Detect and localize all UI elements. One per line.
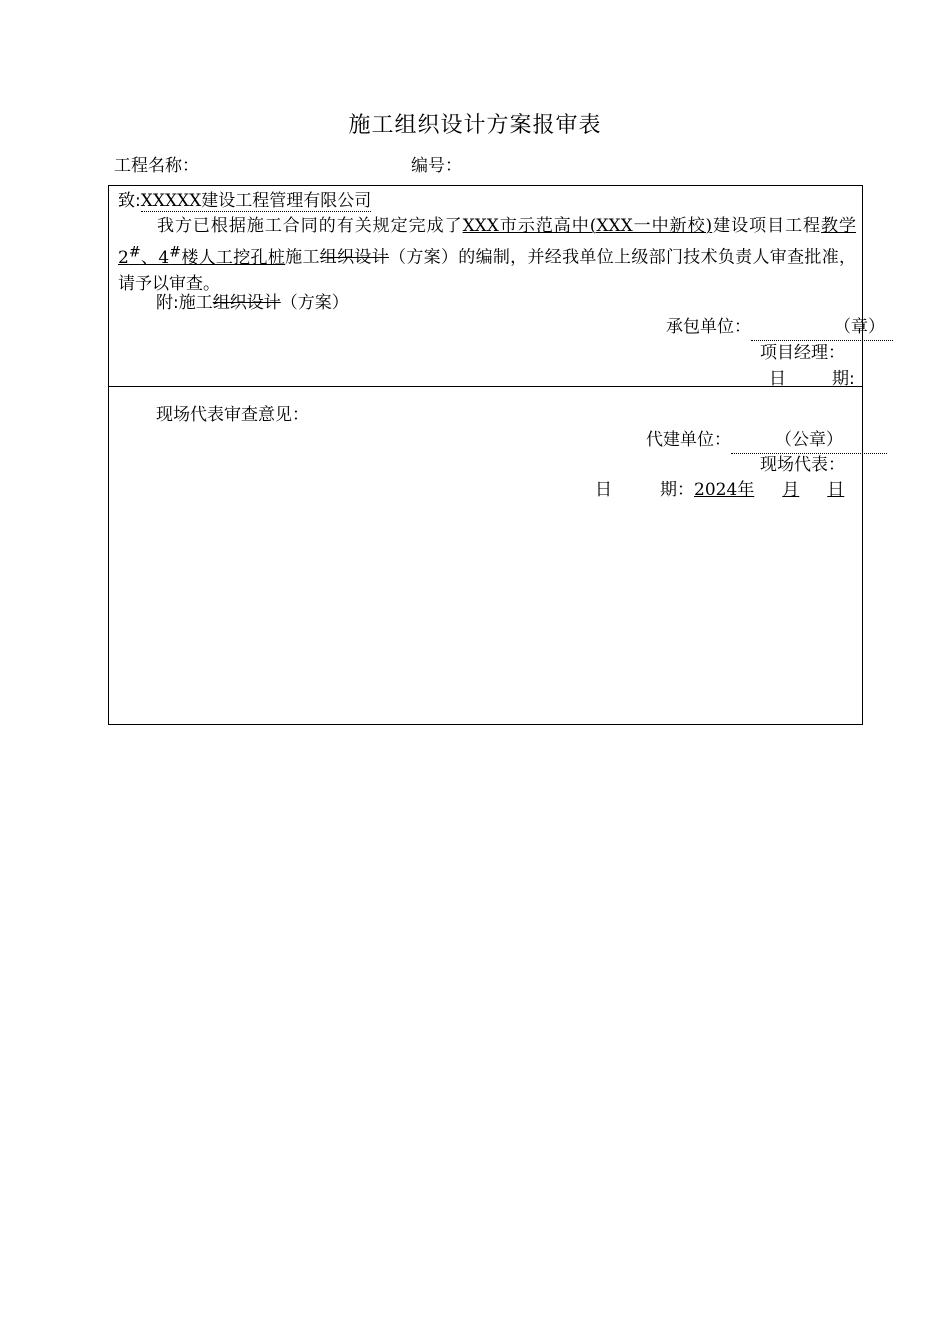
project-manager-row [760,340,845,366]
attach-struck: 组织设计 [212,293,281,313]
agent-label: 代建单位： [646,430,731,450]
date-row-2 [595,477,844,503]
date2-year-unit: 年 [737,480,755,500]
addressee-company: XXXXX建设工程管理有限公司 [140,191,372,211]
body-part-1: 我方已根据施工合同的有关规定完成了 [156,216,463,236]
addressee-prefix: 致: [118,191,141,211]
project-manager-label: 项目经理： [760,343,845,363]
building-sup-2: # [169,244,182,260]
submission-body [118,213,856,297]
document-title: 施工组织设计方案报审表 [348,113,602,138]
building-sep: 、4 [140,247,170,268]
review-form-table [108,185,885,725]
date2-year: 2024 [694,480,738,500]
agent-seal: （公章） [731,427,887,454]
review-title: 现场代表审查意见： [156,405,309,425]
body-part-4: （方案）的编制，并经我单位上级部门技术负责人审查批准，请予以审查。 [118,247,857,294]
project-name-label: 工程名称： [114,156,199,176]
project-name-value: XXX市示范高中(XXX一中新校) [462,216,713,236]
section-divider [109,386,862,387]
site-rep-label: 现场代表： [760,455,845,475]
body-part-2: 建设项目工程 [712,216,822,236]
contractor-label: 承包单位： [666,317,751,337]
attach-suffix: （方案） [280,293,349,313]
date2-label-period: 期： [660,480,694,500]
date-label-day: 日 [769,369,786,389]
site-rep-row [760,452,845,478]
contractor-seal: （章） [751,314,893,341]
date2-day-unit: 日 [827,480,845,500]
body-part-3: 施工 [285,247,320,268]
date-label-period: 期: [832,369,855,389]
building-text: 教学2 [118,216,857,268]
struck-text: 组织设计 [319,247,390,268]
building-rest: 楼人工挖孔桩 [181,247,286,268]
date2-month-unit: 月 [782,480,800,500]
contractor-row [666,314,893,341]
date2-label-day: 日 [595,480,612,500]
building-sup-1: # [128,244,141,260]
serial-number-label: 编号： [411,156,462,176]
addressee-line [118,188,371,214]
attach-prefix: 附:施工 [156,293,213,313]
attachment-line [156,290,349,316]
date-row-1 [769,366,855,392]
date2-value [694,480,844,500]
agent-unit-row [646,427,887,454]
